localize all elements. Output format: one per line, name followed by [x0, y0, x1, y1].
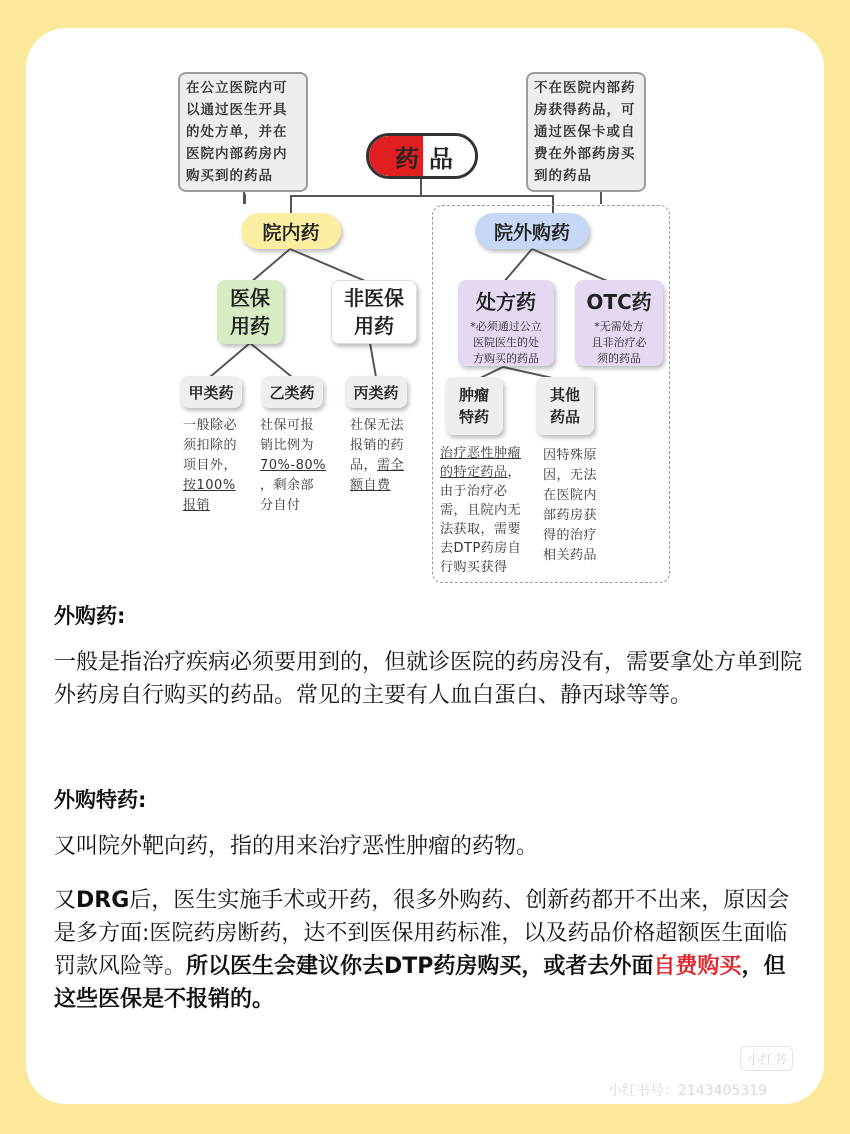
section-body-outer-special-drug: 又叫院外靶向药，指的用来治疗恶性肿瘤的药物。 [54, 834, 539, 859]
class-b-desc: 社保可报 销比例为 70%-80% ，剩余部 分自付 [260, 418, 326, 513]
note-outer-hospital: 不在医院内部药 房获得药品，可 通过医保卡或自 费在外部药房买 到的药品 [526, 72, 646, 192]
otc-drug-box: OTC药 *无需处方 且非治疗必 须的药品 [575, 280, 663, 366]
otc-desc: *无需处方 且非治疗必 须的药品 [591, 320, 647, 365]
class-b-box: 乙类药 [261, 376, 323, 408]
title-left: 药 [369, 136, 423, 176]
class-a-box: 甲类药 [180, 376, 242, 408]
tumor-desc: 治疗恶性肿瘤 的特定药品， 由于治疗必 需，且院内无 法获取，需要 去DTP药房自 行购买获得 [440, 446, 522, 575]
tumor-drug-box: 肿瘤 特药 [445, 377, 503, 435]
insured-drug-box: 医保 用药 [217, 280, 283, 344]
section-title-outer-special-drug: 外购特药: [54, 788, 147, 812]
rx-drug-box: 处方药 *必须通过公立 医院医生的处 方购买的药品 [458, 280, 554, 366]
rx-desc: *必须通过公立 医院医生的处 方购买的药品 [470, 320, 542, 365]
class-c-box: 丙类药 [345, 376, 407, 408]
other-drug-box: 其他 药品 [536, 377, 594, 435]
title-right: 品 [423, 136, 475, 176]
section-body-outer-drug: 一般是指治疗疾病必须要用到的，但就诊医院的药房没有，需要拿处方单到院外药房自行购买的药品。常见的主要有人血白蛋白、静丙球等等。 [54, 650, 803, 708]
outer-drug-pill: 院外购药 [475, 213, 589, 249]
note-inner-hospital: 在公立医院内可 以通过医生开具 的处方单，并在 医院内部药房内 购买到的药品 [178, 72, 308, 192]
uninsured-drug-box: 非医保 用药 [331, 280, 417, 344]
class-c-desc: 社保无法 报销的药 品，需全 额自费 [350, 418, 405, 493]
other-desc: 因特殊原 因，无法 在医院内 部药房获 得的治疗 相关药品 [543, 448, 598, 563]
section-title-outer-drug: 外购药: [54, 604, 126, 628]
inner-drug-pill: 院内药 [241, 213, 341, 249]
watermark-logo: 小红书 [740, 1046, 793, 1071]
watermark-id: 小红书号：2143405319 [608, 1083, 768, 1099]
class-a-desc: 一般除必 须扣除的 项目外， 按100% 报销 [183, 418, 238, 513]
section-body-drg: 又DRG后，医生实施手术或开药，很多外购药、创新药都开不出来，原因会是多方面:医院药房断药，达不到医保用药标准，以及药品价格超额医生面临罚款风险等。所以医生会建议你去DTP药房购买，或者去外面自费购买，但这些医保是不报销的。 [54, 888, 790, 1012]
